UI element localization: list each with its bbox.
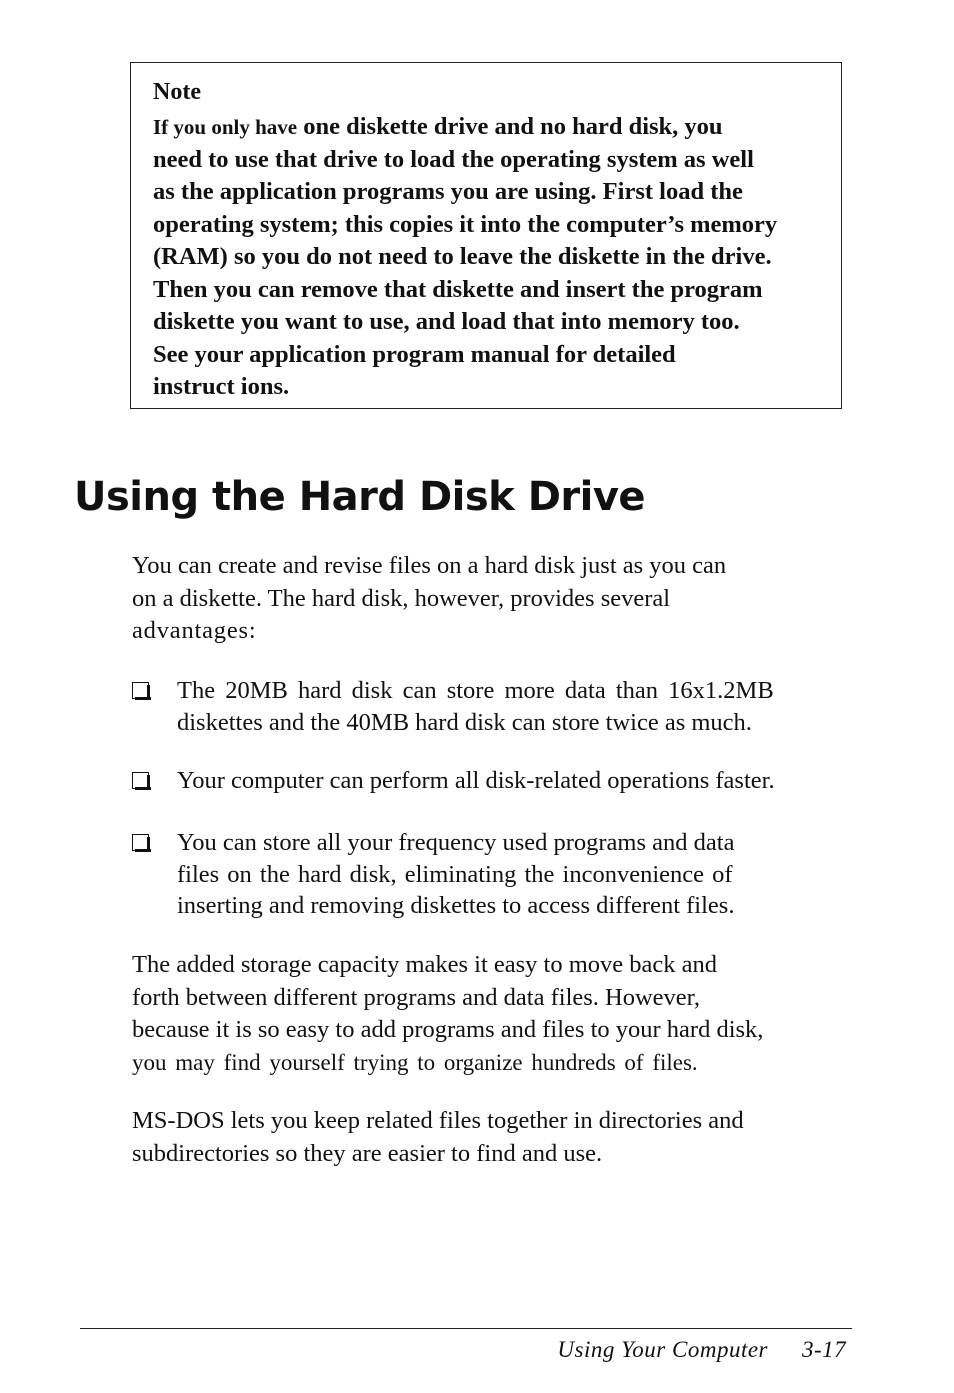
footer-rule [80, 1328, 852, 1329]
note-body [153, 111, 829, 404]
note-line: (RAM) so you do not need to leave the diskette in the drive. [153, 243, 772, 270]
note-line: If you only have one diskette drive and no hard disk, you [153, 113, 723, 140]
note-line: need to use that drive to load the operating system as well [153, 145, 754, 173]
note-line: as the application programs you are using. First load the [153, 178, 743, 205]
note-title: Note [153, 79, 201, 105]
section-heading: Using the Hard Disk Drive [74, 474, 646, 520]
note-box [130, 62, 842, 409]
note-line: Then you can remove that diskette and insert the program [153, 275, 763, 303]
capacity-paragraph: The added storage capacity makes it easy to move back and forth between different programs and data files. However, because it is so easy to add programs and files to your hard disk, you may find yourself trying to organize hundreds of files. [132, 951, 764, 1075]
footer-chapter-title: Using Your Computer [557, 1337, 768, 1362]
note-line: instruct ions. [153, 373, 290, 400]
checkbox-bullet-icon [132, 682, 149, 699]
checkbox-bullet-icon [132, 834, 149, 851]
note-line: diskette you want to use, and load that into memory too. [153, 308, 740, 335]
note-line: operating system; this copies it into the computer’s memory [153, 210, 778, 238]
intro-paragraph: You can create and revise files on a hard disk just as you can on a diskette. The hard disk, however, provides several advantages: [132, 552, 727, 644]
msdos-paragraph: MS-DOS lets you keep related files together in directories and subdirectories so they are easier to find and use. [132, 1107, 744, 1167]
footer-page-number: 3-17 [802, 1337, 847, 1362]
note-line: See your application program manual for detailed [153, 340, 676, 368]
checkbox-bullet-icon [132, 772, 149, 789]
